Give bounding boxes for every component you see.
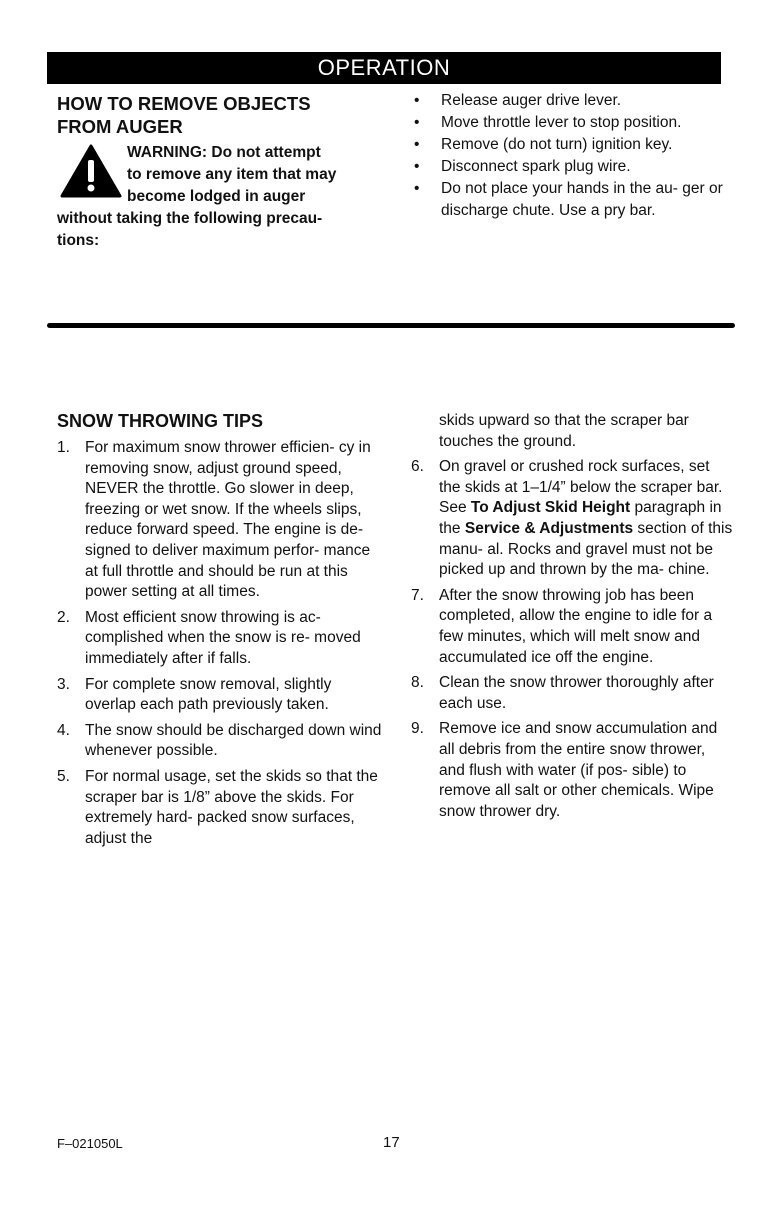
section-divider bbox=[47, 323, 735, 328]
list-item: 7. After the snow throwing job has been completed, allow the engine to idle for a few minutes, which will melt snow and accumulated ice off the engine. bbox=[411, 586, 713, 666]
list-item: 1. For maximum snow thrower efficien- cy in removing snow, adjust ground speed, NEVER the throttle. Go slower in deep, freezing or wet snow. If the wheels slips, reduce forward speed. The engine is de- signed to deliver maximum perfor- mance at full throttle and should be run at this power setting at all times. bbox=[57, 439, 371, 601]
list-item: • Release auger drive lever. bbox=[411, 90, 729, 112]
list-item: 9. Remove ice and snow accumulation and all debris from the entire snow thrower, and flush with water (if pos- sible) to remove all salt or other chemicals. Wipe snow thrower dry. bbox=[411, 720, 718, 820]
snow-tips-heading: SNOW THROWING TIPS bbox=[57, 411, 263, 431]
precautions-list bbox=[411, 90, 729, 222]
list-item: 3. For complete snow removal, slightly overlap each path previously taken. bbox=[57, 675, 332, 714]
list-item: • Move throttle lever to stop position. bbox=[411, 112, 729, 134]
remove-objects-section bbox=[57, 92, 387, 252]
list-item: 6. On gravel or crushed rock surfaces, set the skids at 1–1/4” below the scraper bar. See To Adjust Skid Height paragraph in the Service & Adjustments section of this manu- al. Rocks and gravel must not be picked up and thrown by the ma- chine. bbox=[411, 458, 733, 579]
remove-objects-heading: HOW TO REMOVE OBJECTS FROM AUGER bbox=[57, 93, 311, 137]
list-item: 4. The snow should be discharged down wind whenever possible. bbox=[57, 721, 382, 760]
snow-tips-list bbox=[57, 438, 383, 849]
item-5-continued: skids upward so that the scraper bar touches the ground. bbox=[439, 412, 689, 450]
precautions-list-section bbox=[411, 90, 729, 222]
warning-triangle-icon bbox=[60, 144, 122, 198]
list-item: • Do not place your hands in the au- ger or discharge chute. Use a pry bar. bbox=[411, 178, 729, 222]
list-item: • Remove (do not turn) ignition key. bbox=[411, 134, 729, 156]
list-item: 8. Clean the snow thrower thoroughly after each use. bbox=[411, 674, 714, 712]
warning-text: WARNING: Do not attempt to remove any item that may become lodged in auger without taking the following precau- tions: bbox=[57, 144, 337, 249]
page-number: 17 bbox=[383, 1134, 400, 1151]
warning-block bbox=[57, 142, 387, 252]
list-item: 2. Most efficient snow throwing is ac- complished when the snow is re- moved immediately after if falls. bbox=[57, 608, 361, 667]
list-item: 5. For normal usage, set the skids so that the scraper bar is 1/8” above the skids. For extremely hard- packed snow surfaces, adjust the bbox=[57, 767, 378, 847]
snow-tips-right-column bbox=[411, 411, 733, 827]
snow-tips-list-continued bbox=[411, 457, 733, 822]
document-code: F–021050L bbox=[57, 1136, 123, 1151]
section-banner: OPERATION bbox=[47, 52, 721, 84]
snow-tips-left-column bbox=[57, 410, 383, 854]
list-item: • Disconnect spark plug wire. bbox=[411, 156, 729, 178]
